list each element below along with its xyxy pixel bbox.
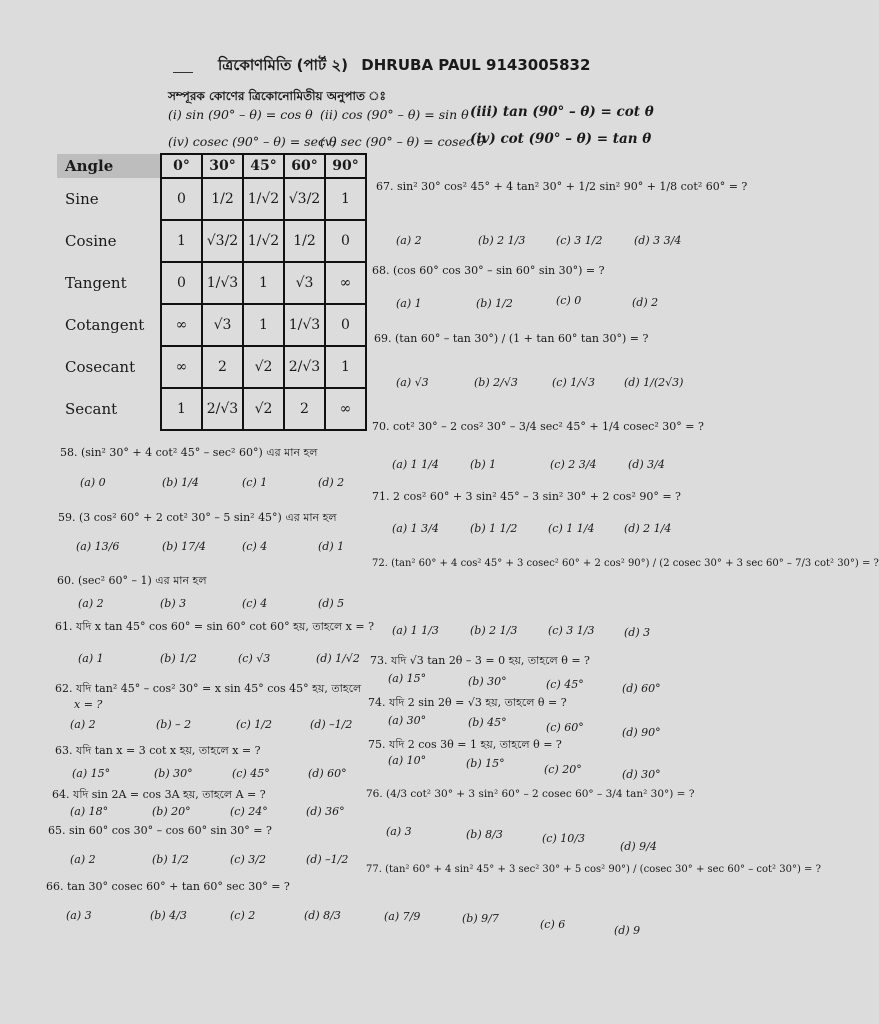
question-69: 69. (tan 60° – tan 30°) / (1 + tan 60° tan 30°) = ? (374, 332, 649, 345)
option: (a) 13/6 (76, 540, 120, 553)
question-77: 77. (tan² 60° + 4 sin² 45° + 3 sec² 30° + 5 cos² 90°) / (cosec 30° + sec 60° – cot² 30°) = ? (366, 864, 821, 875)
option: (d) 5 (318, 597, 345, 610)
relation-2: (ii) cos (90° – θ) = sin θ (320, 107, 469, 122)
option: (c) 6 (540, 918, 566, 931)
table-cell: 1/2 (202, 178, 243, 220)
table-cell: √3/2 (284, 178, 325, 220)
option: (c) 3 1/3 (548, 624, 595, 637)
title-text: ত্রিকোণমিতি (পার্ট ২) (218, 56, 349, 74)
table-cell: 0 (325, 220, 366, 262)
option: (d) 9 (614, 924, 641, 937)
option: (a) 1 (78, 652, 104, 665)
option: (d) 90° (622, 726, 661, 739)
option: (b) 30° (154, 767, 193, 780)
option: (a) 1 1/3 (392, 624, 439, 637)
option: (c) 1/2 (236, 718, 272, 731)
option: (b) 9/7 (462, 912, 499, 925)
relation-4: (iv) cosec (90° – θ) = sec θ (168, 134, 337, 149)
option: (c) 24° (230, 805, 268, 818)
option: (d) 9/4 (620, 840, 657, 853)
option: (a) 1 3/4 (392, 522, 439, 535)
option: (d) 2 (632, 296, 659, 309)
question-76: 76. (4/3 cot² 30° + 3 sin² 60° – 2 cosec 60° – 3/4 tan² 30°) = ? (366, 788, 695, 800)
option: (c) 45° (232, 767, 270, 780)
table-row (57, 178, 366, 220)
option: (c) √3 (238, 652, 271, 665)
question-62: 62. যদি tan² 45° – cos² 30° = x sin 45° cos 45° হয়, তাহলে (55, 682, 362, 695)
author-text: DHRUBA PAUL 9143005832 (361, 56, 591, 74)
table-cell: Sine (65, 190, 99, 208)
table-cell: 1 (325, 178, 366, 220)
question-63: 63. যদি tan x = 3 cot x হয়, তাহলে x = ? (55, 744, 261, 757)
table-cell: 0 (161, 178, 202, 220)
option: (d) 3/4 (628, 458, 665, 471)
option: (a) 3 (66, 909, 92, 922)
option: (b) 2 1/3 (470, 624, 518, 637)
relation-5: (v) sec (90° – θ) = cosec θ (320, 134, 485, 149)
option: (c) 2 3/4 (550, 458, 597, 471)
table-cell: 60° (284, 154, 325, 178)
table-cell: 1 (243, 304, 284, 346)
table-cell: 1 (161, 220, 202, 262)
option: (c) 4 (242, 540, 268, 553)
question-58: 58. (sin² 30° + 4 cot² 45° – sec² 60°) এর মান হল (60, 446, 318, 459)
option: (a) 15° (72, 767, 111, 780)
table-cell: 1/√3 (284, 304, 325, 346)
table-cell: √3/2 (202, 220, 243, 262)
option: (a) 15° (388, 672, 427, 685)
option: (d) 2 1/4 (624, 522, 672, 535)
option: (c) 1 1/4 (548, 522, 595, 535)
table-cell: ∞ (161, 304, 202, 346)
option: (d) 1/(2√3) (624, 376, 684, 389)
table-cell: Tangent (65, 274, 127, 292)
option: (c) 20° (544, 763, 582, 776)
table-cell: ∞ (325, 388, 366, 430)
option: (a) 0 (80, 476, 106, 489)
option: (d) 30° (622, 768, 661, 781)
question-67: 67. sin² 30° cos² 45° + 4 tan² 30° + 1/2 sin² 90° + 1/8 cot² 60° = ? (376, 180, 748, 193)
relation-6: (iv) cot (90° – θ) = tan θ (470, 131, 652, 147)
table-cell: 0° (161, 154, 202, 178)
option: (b) 3 (160, 597, 187, 610)
option: (a) √3 (396, 376, 429, 389)
option: (b) 1/2 (476, 297, 513, 310)
table-cell: 0 (325, 304, 366, 346)
table-row (57, 388, 366, 430)
table-row (57, 220, 366, 262)
option: (a) 7/9 (384, 910, 421, 923)
option: (b) 20° (152, 805, 191, 818)
question-75: 75. যদি 2 cos 3θ = 1 হয়, তাহলে θ = ? (368, 738, 562, 751)
option: (a) 18° (70, 805, 109, 818)
option: (d) 3 3/4 (634, 234, 682, 247)
question-71: 71. 2 cos² 60° + 3 sin² 45° – 3 sin² 30° + 2 cos² 90° = ? (372, 490, 681, 503)
table-cell: √3 (202, 304, 243, 346)
option: (b) 30° (468, 675, 507, 688)
table-cell: Angle (57, 154, 161, 178)
option: (d) 8/3 (304, 909, 341, 922)
option: (d) 3 (624, 626, 651, 639)
page-title (218, 54, 590, 79)
option: (d) 1/√2 (316, 652, 360, 665)
question-74: 74. যদি 2 sin 2θ = √3 হয়, তাহলে θ = ? (368, 696, 567, 709)
question-65: 65. sin 60° cos 30° – cos 60° sin 30° = ? (48, 824, 272, 837)
option: (c) 2 (230, 909, 256, 922)
question-64: 64. যদি sin 2A = cos 3A হয়, তাহলে A = ? (52, 788, 266, 801)
table-cell: √3 (284, 262, 325, 304)
question-59: 59. (3 cos² 60° + 2 cot² 30° – 5 sin² 45°) এর মান হল (58, 511, 337, 524)
table-cell: 30° (202, 154, 243, 178)
option: (c) 1 (242, 476, 268, 489)
option: (b) 2 1/3 (478, 234, 526, 247)
table-cell: 2 (202, 346, 243, 388)
option: (a) 1 (396, 297, 422, 310)
option: (c) 4 (242, 597, 268, 610)
option: (b) 15° (466, 757, 505, 770)
question-66: 66. tan 30° cosec 60° + tan 60° sec 30° = ? (46, 880, 290, 893)
option: (b) 1/2 (152, 853, 189, 866)
option: (c) 60° (546, 721, 584, 734)
option: (c) 3 1/2 (556, 234, 603, 247)
option: (b) 4/3 (150, 909, 187, 922)
table-cell: √2 (243, 388, 284, 430)
divider (173, 72, 193, 73)
table-cell: ∞ (161, 346, 202, 388)
table-cell: √2 (243, 346, 284, 388)
question-72: 72. (tan² 60° + 4 cos² 45° + 3 cosec² 60° + 2 cos² 90°) / (2 cosec 30° + 3 sec 60° – 7/3 cot² 30°) = ? (372, 558, 879, 569)
table-cell: ∞ (325, 262, 366, 304)
table-cell: 90° (325, 154, 366, 178)
table-row (57, 346, 366, 388)
option: (c) 1/√3 (552, 376, 595, 389)
option: (b) 1/4 (162, 476, 199, 489)
table-cell: 1 (243, 262, 284, 304)
option: (b) 8/3 (466, 828, 503, 841)
table-row (57, 304, 366, 346)
table-cell: 2 (284, 388, 325, 430)
table-cell: 1/√3 (202, 262, 243, 304)
question-73: 73. যদি √3 tan 2θ – 3 = 0 হয়, তাহলে θ = ? (370, 654, 590, 667)
option: (b) 17/4 (162, 540, 206, 553)
question-60: 60. (sec² 60° – 1) এর মান হল (57, 574, 207, 587)
option: (b) 1 (470, 458, 497, 471)
table-cell: 1 (325, 346, 366, 388)
option: (d) 60° (622, 682, 661, 695)
option: (b) 1/2 (160, 652, 197, 665)
table-row (57, 262, 366, 304)
option: (c) 3/2 (230, 853, 266, 866)
option: (a) 3 (386, 825, 412, 838)
option: (c) 0 (556, 294, 582, 307)
option: (d) 2 (318, 476, 345, 489)
table-cell: 2/√3 (202, 388, 243, 430)
question-70: 70. cot² 30° – 2 cos² 30° – 3/4 sec² 45° + 1/4 cosec² 30° = ? (372, 420, 704, 433)
option: (d) 60° (308, 767, 347, 780)
relation-3: (iii) tan (90° – θ) = cot θ (470, 104, 654, 120)
option: (a) 10° (388, 754, 427, 767)
option: (d) 1 (318, 540, 345, 553)
table-cell: Cotangent (65, 316, 145, 334)
table-cell: Cosine (65, 232, 117, 250)
option: (b) 1 1/2 (470, 522, 518, 535)
option: (a) 2 (396, 234, 422, 247)
option: (c) 45° (546, 678, 584, 691)
option: (a) 30° (388, 714, 427, 727)
option: (c) 10/3 (542, 832, 585, 845)
option: (a) 2 (70, 853, 96, 866)
table-cell: 1/2 (284, 220, 325, 262)
question-68: 68. (cos 60° cos 30° – sin 60° sin 30°) = ? (372, 264, 605, 277)
complementary-heading: সম্পূরক কোণের ত্রিকোনোমিতীয় অনুপাত ঃ (168, 89, 386, 103)
option: (b) 2/√3 (474, 376, 518, 389)
option: (b) 45° (468, 716, 507, 729)
relation-1: (i) sin (90° – θ) = cos θ (168, 107, 313, 122)
option: (a) 2 (70, 718, 96, 731)
table-header-row (57, 154, 366, 178)
option: (a) 1 1/4 (392, 458, 439, 471)
option: (a) 2 (78, 597, 104, 610)
table-cell: 45° (243, 154, 284, 178)
option: (d) 36° (306, 805, 345, 818)
question-61: 61. যদি x tan 45° cos 60° = sin 60° cot 60° হয়, তাহলে x = ? (55, 620, 374, 633)
table-cell: Cosecant (65, 358, 136, 376)
option: (d) –1/2 (306, 853, 349, 866)
table-cell: 1/√2 (243, 220, 284, 262)
table-cell: 1 (161, 388, 202, 430)
table-cell: 1/√2 (243, 178, 284, 220)
table-cell: 2/√3 (284, 346, 325, 388)
question-62-cont: x = ? (74, 698, 103, 711)
trig-value-table (57, 153, 367, 431)
option: (d) –1/2 (310, 718, 353, 731)
option: (b) – 2 (156, 718, 192, 731)
table-cell: Secant (65, 400, 118, 418)
table-cell: 0 (161, 262, 202, 304)
